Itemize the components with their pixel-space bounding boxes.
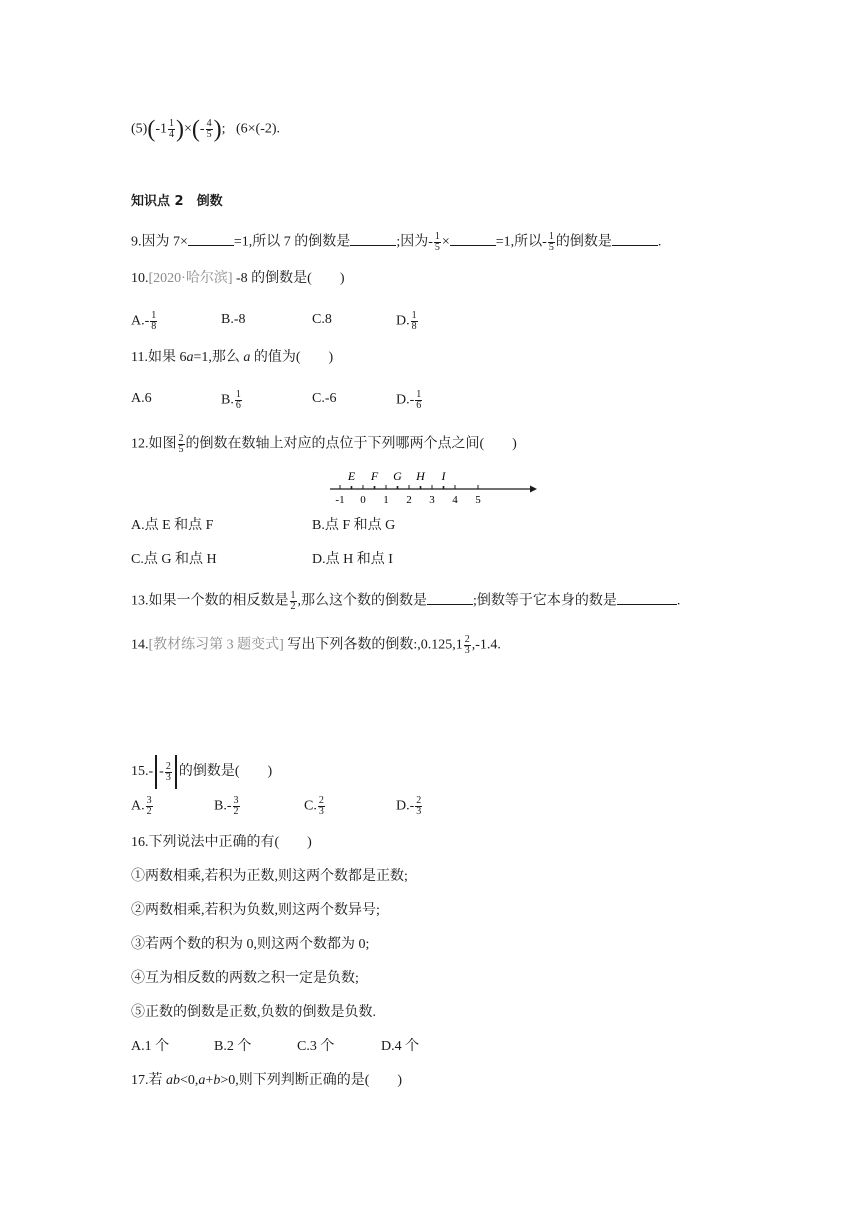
- q11-option-b[interactable]: B. $\frac{1}{6}$: [221, 389, 241, 411]
- q10-option-b[interactable]: B.-8: [221, 312, 246, 327]
- question-16: 16.下列说法中正确的有( ): [131, 835, 312, 850]
- q12-option-a[interactable]: A.点 E 和点 F: [131, 518, 214, 533]
- question-17: 17.若 ab<0,a+b>0,则下列判断正确的是( ): [131, 1073, 403, 1088]
- answer-blank[interactable]: [188, 233, 234, 246]
- q6-text: (6×(-2).: [235, 121, 281, 137]
- q11-option-c[interactable]: C.-6: [312, 391, 337, 406]
- abs-bar: [175, 755, 177, 789]
- q16-option-a[interactable]: A.1 个: [131, 1039, 170, 1054]
- axis-point-label: H: [416, 469, 425, 483]
- section-heading: 知识点 2 倒数: [131, 194, 223, 209]
- q16-option-c[interactable]: C.3 个: [297, 1039, 335, 1054]
- question-11: 11.如果 6a=1,那么 a 的值为( ): [131, 350, 334, 365]
- abs-bar: [155, 755, 157, 789]
- axis-tick-label: 3: [429, 494, 435, 506]
- q15-option-d[interactable]: D.- $\frac{2}{3}$: [396, 795, 422, 817]
- axis-tick-label: 2: [406, 494, 412, 506]
- question-15: 15.- - $\frac{2}{3}$ 的倒数是( ): [131, 755, 272, 789]
- question-14: 14.[教材练习第 3 题变式] 写出下列各数的倒数:,0.125,1 $\frac{2}{3}$ ,-1.4.: [131, 634, 501, 656]
- q12-option-c[interactable]: C.点 G 和点 H: [131, 552, 217, 567]
- q5-fraction-2: $\frac{4}{5}$: [206, 118, 212, 140]
- answer-blank[interactable]: [617, 592, 677, 605]
- statement-3: ③若两个数的积为 0,则这两个数都为 0;: [131, 937, 370, 952]
- statement-5: ⑤正数的倒数是正数,负数的倒数是负数.: [131, 1005, 376, 1020]
- statement-1: ①两数相乘,若积为正数,则这两个数都是正数;: [131, 869, 408, 884]
- q12-option-d[interactable]: D.点 H 和点 I: [312, 552, 393, 567]
- question-10: 10.[2020·哈尔滨] -8 的倒数是( ): [131, 271, 345, 286]
- q16-option-b[interactable]: B.2 个: [214, 1039, 252, 1054]
- axis-point-label: F: [370, 469, 379, 483]
- q5-mixed-whole: -1: [155, 121, 167, 137]
- question-9: 9.因为 7× =1,所以 7 的倒数是 ;因为- $\frac{1}{5}$ × =1,所以- $\frac{1}{5}$ 的倒数是 .: [131, 231, 662, 253]
- q15-option-c[interactable]: C. $\frac{2}{3}$: [304, 795, 324, 817]
- axis-tick-label: 4: [452, 494, 458, 506]
- question-source: [教材练习第 3 题变式]: [148, 637, 284, 653]
- axis-tick-label: 5: [475, 494, 481, 506]
- q5-fraction-1: $\frac{1}{4}$: [169, 118, 174, 140]
- statement-2: ②两数相乘,若积为负数,则这两个数异号;: [131, 903, 380, 918]
- answer-blank[interactable]: [612, 233, 658, 246]
- q15-option-b[interactable]: B.- $\frac{3}{2}$: [214, 795, 239, 817]
- answer-blank[interactable]: [450, 233, 496, 246]
- axis-tick-label: 0: [360, 494, 366, 506]
- axis-point-label: G: [393, 469, 402, 483]
- q11-option-d[interactable]: D.- $\frac{1}{6}$: [396, 389, 422, 411]
- axis-point-label: I: [441, 469, 446, 483]
- q5-label: (5): [131, 121, 148, 137]
- q10-option-d[interactable]: D. $\frac{1}{8}$: [396, 310, 417, 332]
- q5-line: (5)(-1 $\frac{1}{4}$ )×(- $\frac{4}{5}$ ); (6×(-2).: [131, 116, 281, 143]
- axis-tick-label: 1: [383, 494, 389, 506]
- q10-option-a[interactable]: A.- $\frac{1}{8}$: [131, 310, 157, 332]
- question-12: 12.如图 $\frac{2}{5}$ 的倒数在数轴上对应的点位于下列哪两个点之间( ): [131, 433, 517, 455]
- question-source: [2020·哈尔滨]: [148, 271, 233, 286]
- statement-4: ④互为相反数的两数之积一定是负数;: [131, 971, 359, 986]
- q16-option-d[interactable]: D.4 个: [381, 1039, 420, 1054]
- question-13: 13.如果一个数的相反数是 $\frac{1}{2}$ ,那么这个数的倒数是 ;倒数等于它本身的数是 .: [131, 590, 681, 612]
- answer-blank[interactable]: [427, 592, 473, 605]
- q11-option-a[interactable]: A.6: [131, 391, 152, 406]
- number-line: [322, 467, 542, 509]
- answer-blank[interactable]: [350, 233, 396, 246]
- axis-tick-label: -1: [335, 494, 345, 506]
- q15-option-a[interactable]: A. $\frac{3}{2}$: [131, 795, 152, 817]
- axis-point-label: E: [347, 469, 356, 483]
- q10-option-c[interactable]: C.8: [312, 312, 332, 327]
- q12-option-b[interactable]: B.点 F 和点 G: [312, 518, 396, 533]
